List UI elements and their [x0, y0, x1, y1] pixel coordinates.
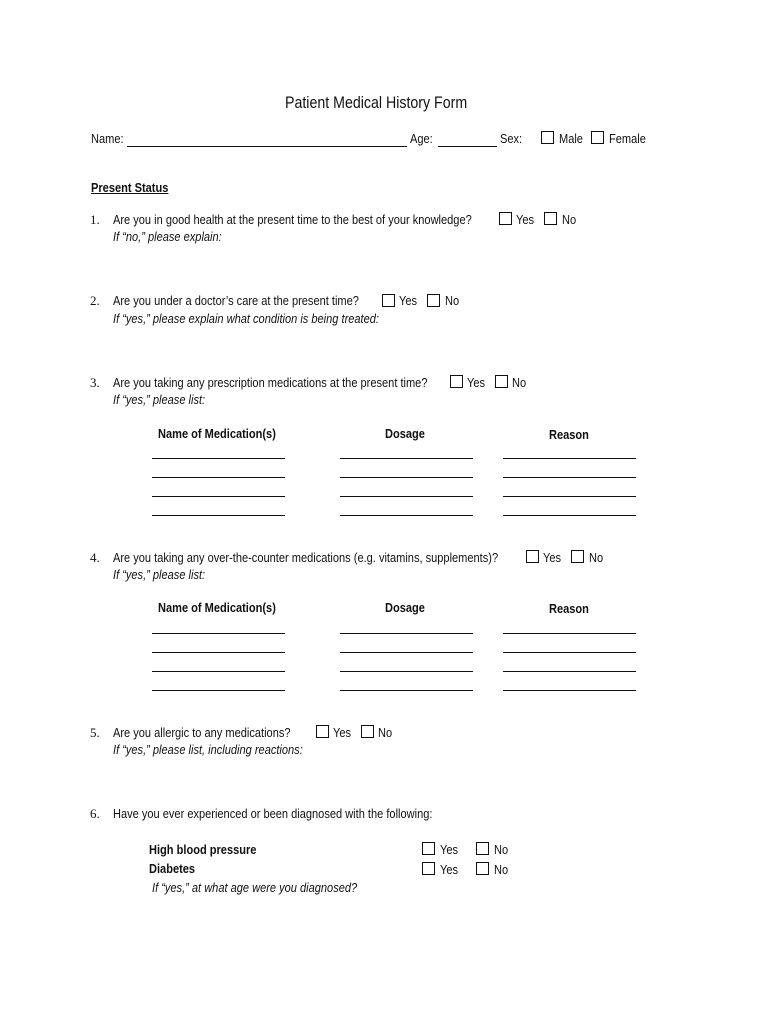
diabetes-no-label: No: [494, 862, 509, 877]
q2-no-label: No: [445, 293, 460, 308]
q3-reason-line[interactable]: [503, 458, 636, 459]
form-title: Patient Medical History Form: [285, 94, 468, 112]
q5-no-checkbox[interactable]: [361, 725, 374, 738]
q3-reason-line[interactable]: [503, 477, 636, 478]
male-label: Male: [559, 131, 583, 146]
col-header-reason: Reason: [549, 427, 589, 442]
name-field[interactable]: [127, 146, 407, 147]
q3-reason-line[interactable]: [503, 496, 636, 497]
q4-dosage-line[interactable]: [340, 633, 473, 634]
q3-yes-checkbox[interactable]: [450, 375, 463, 388]
question-number: 4.: [90, 550, 100, 565]
question-number: 2.: [90, 293, 100, 308]
q4-yes-label: Yes: [543, 550, 562, 565]
col-header-reason: Reason: [549, 601, 589, 616]
question-6-text: Have you ever experienced or been diagnosed with the following:: [113, 806, 433, 821]
col-header-medication: Name of Medication(s): [158, 426, 276, 441]
q3-medication-line[interactable]: [152, 515, 285, 516]
q4-reason-line[interactable]: [503, 652, 636, 653]
condition-diabetes: Diabetes: [149, 861, 196, 876]
question-2-text: Are you under a doctor’s care at the present time?: [113, 293, 359, 308]
question-4-note: If “yes,” please list:: [113, 567, 206, 582]
hbp-no-label: No: [494, 842, 509, 857]
col-header-dosage: Dosage: [385, 600, 425, 615]
q4-medication-line[interactable]: [152, 652, 285, 653]
question-5-text: Are you allergic to any medications?: [113, 725, 291, 740]
q3-no-label: No: [512, 375, 527, 390]
q4-dosage-line[interactable]: [340, 690, 473, 691]
q3-reason-line[interactable]: [503, 515, 636, 516]
male-checkbox[interactable]: [541, 131, 554, 144]
age-field[interactable]: [438, 146, 497, 147]
q3-yes-label: Yes: [467, 375, 486, 390]
q4-medication-line[interactable]: [152, 633, 285, 634]
q3-dosage-line[interactable]: [340, 496, 473, 497]
q1-yes-label: Yes: [516, 212, 535, 227]
q3-medication-line[interactable]: [152, 458, 285, 459]
q3-medication-line[interactable]: [152, 496, 285, 497]
question-3-note: If “yes,” please list:: [113, 392, 206, 407]
question-number: 1.: [90, 212, 100, 227]
q1-no-checkbox[interactable]: [544, 212, 557, 225]
q4-medication-line[interactable]: [152, 671, 285, 672]
section-heading: Present Status: [91, 180, 169, 195]
q4-reason-line[interactable]: [503, 671, 636, 672]
diabetes-yes-checkbox[interactable]: [422, 862, 435, 875]
hbp-yes-checkbox[interactable]: [422, 842, 435, 855]
question-1-note: If “no,” please explain:: [113, 229, 222, 244]
q2-yes-label: Yes: [399, 293, 418, 308]
diabetes-age-note: If “yes,” at what age were you diagnosed?: [152, 880, 358, 895]
q5-yes-checkbox[interactable]: [316, 725, 329, 738]
col-header-medication: Name of Medication(s): [158, 600, 276, 615]
age-label: Age:: [410, 131, 433, 146]
question-5-note: If “yes,” please list, including reactions:: [113, 742, 303, 757]
q4-medication-line[interactable]: [152, 690, 285, 691]
hbp-yes-label: Yes: [440, 842, 459, 857]
diabetes-yes-label: Yes: [440, 862, 459, 877]
question-number: 3.: [90, 375, 100, 390]
condition-high-blood-pressure: High blood pressure: [149, 842, 257, 857]
q1-yes-checkbox[interactable]: [499, 212, 512, 225]
diabetes-no-checkbox[interactable]: [476, 862, 489, 875]
question-2-note: If “yes,” please explain what condition is being treated:: [113, 311, 379, 326]
q3-dosage-line[interactable]: [340, 515, 473, 516]
q4-reason-line[interactable]: [503, 690, 636, 691]
q2-no-checkbox[interactable]: [427, 294, 440, 307]
hbp-no-checkbox[interactable]: [476, 842, 489, 855]
q1-no-label: No: [562, 212, 577, 227]
q3-no-checkbox[interactable]: [495, 375, 508, 388]
question-number: 6.: [90, 806, 100, 821]
q3-dosage-line[interactable]: [340, 458, 473, 459]
q5-no-label: No: [378, 725, 393, 740]
female-checkbox[interactable]: [591, 131, 604, 144]
name-label: Name:: [91, 131, 124, 146]
q4-dosage-line[interactable]: [340, 671, 473, 672]
question-4-text: Are you taking any over-the-counter medications (e.g. vitamins, supplements)?: [113, 550, 499, 565]
question-number: 5.: [90, 725, 100, 740]
question-3-text: Are you taking any prescription medications at the present time?: [113, 375, 428, 390]
q3-dosage-line[interactable]: [340, 477, 473, 478]
q4-yes-checkbox[interactable]: [526, 550, 539, 563]
q4-dosage-line[interactable]: [340, 652, 473, 653]
col-header-dosage: Dosage: [385, 426, 425, 441]
q3-medication-line[interactable]: [152, 477, 285, 478]
q4-no-checkbox[interactable]: [571, 550, 584, 563]
q5-yes-label: Yes: [333, 725, 352, 740]
q2-yes-checkbox[interactable]: [382, 294, 395, 307]
question-1-text: Are you in good health at the present time to the best of your knowledge?: [113, 212, 472, 227]
q4-reason-line[interactable]: [503, 633, 636, 634]
sex-label: Sex:: [500, 131, 523, 146]
q4-no-label: No: [589, 550, 604, 565]
female-label: Female: [609, 131, 646, 146]
